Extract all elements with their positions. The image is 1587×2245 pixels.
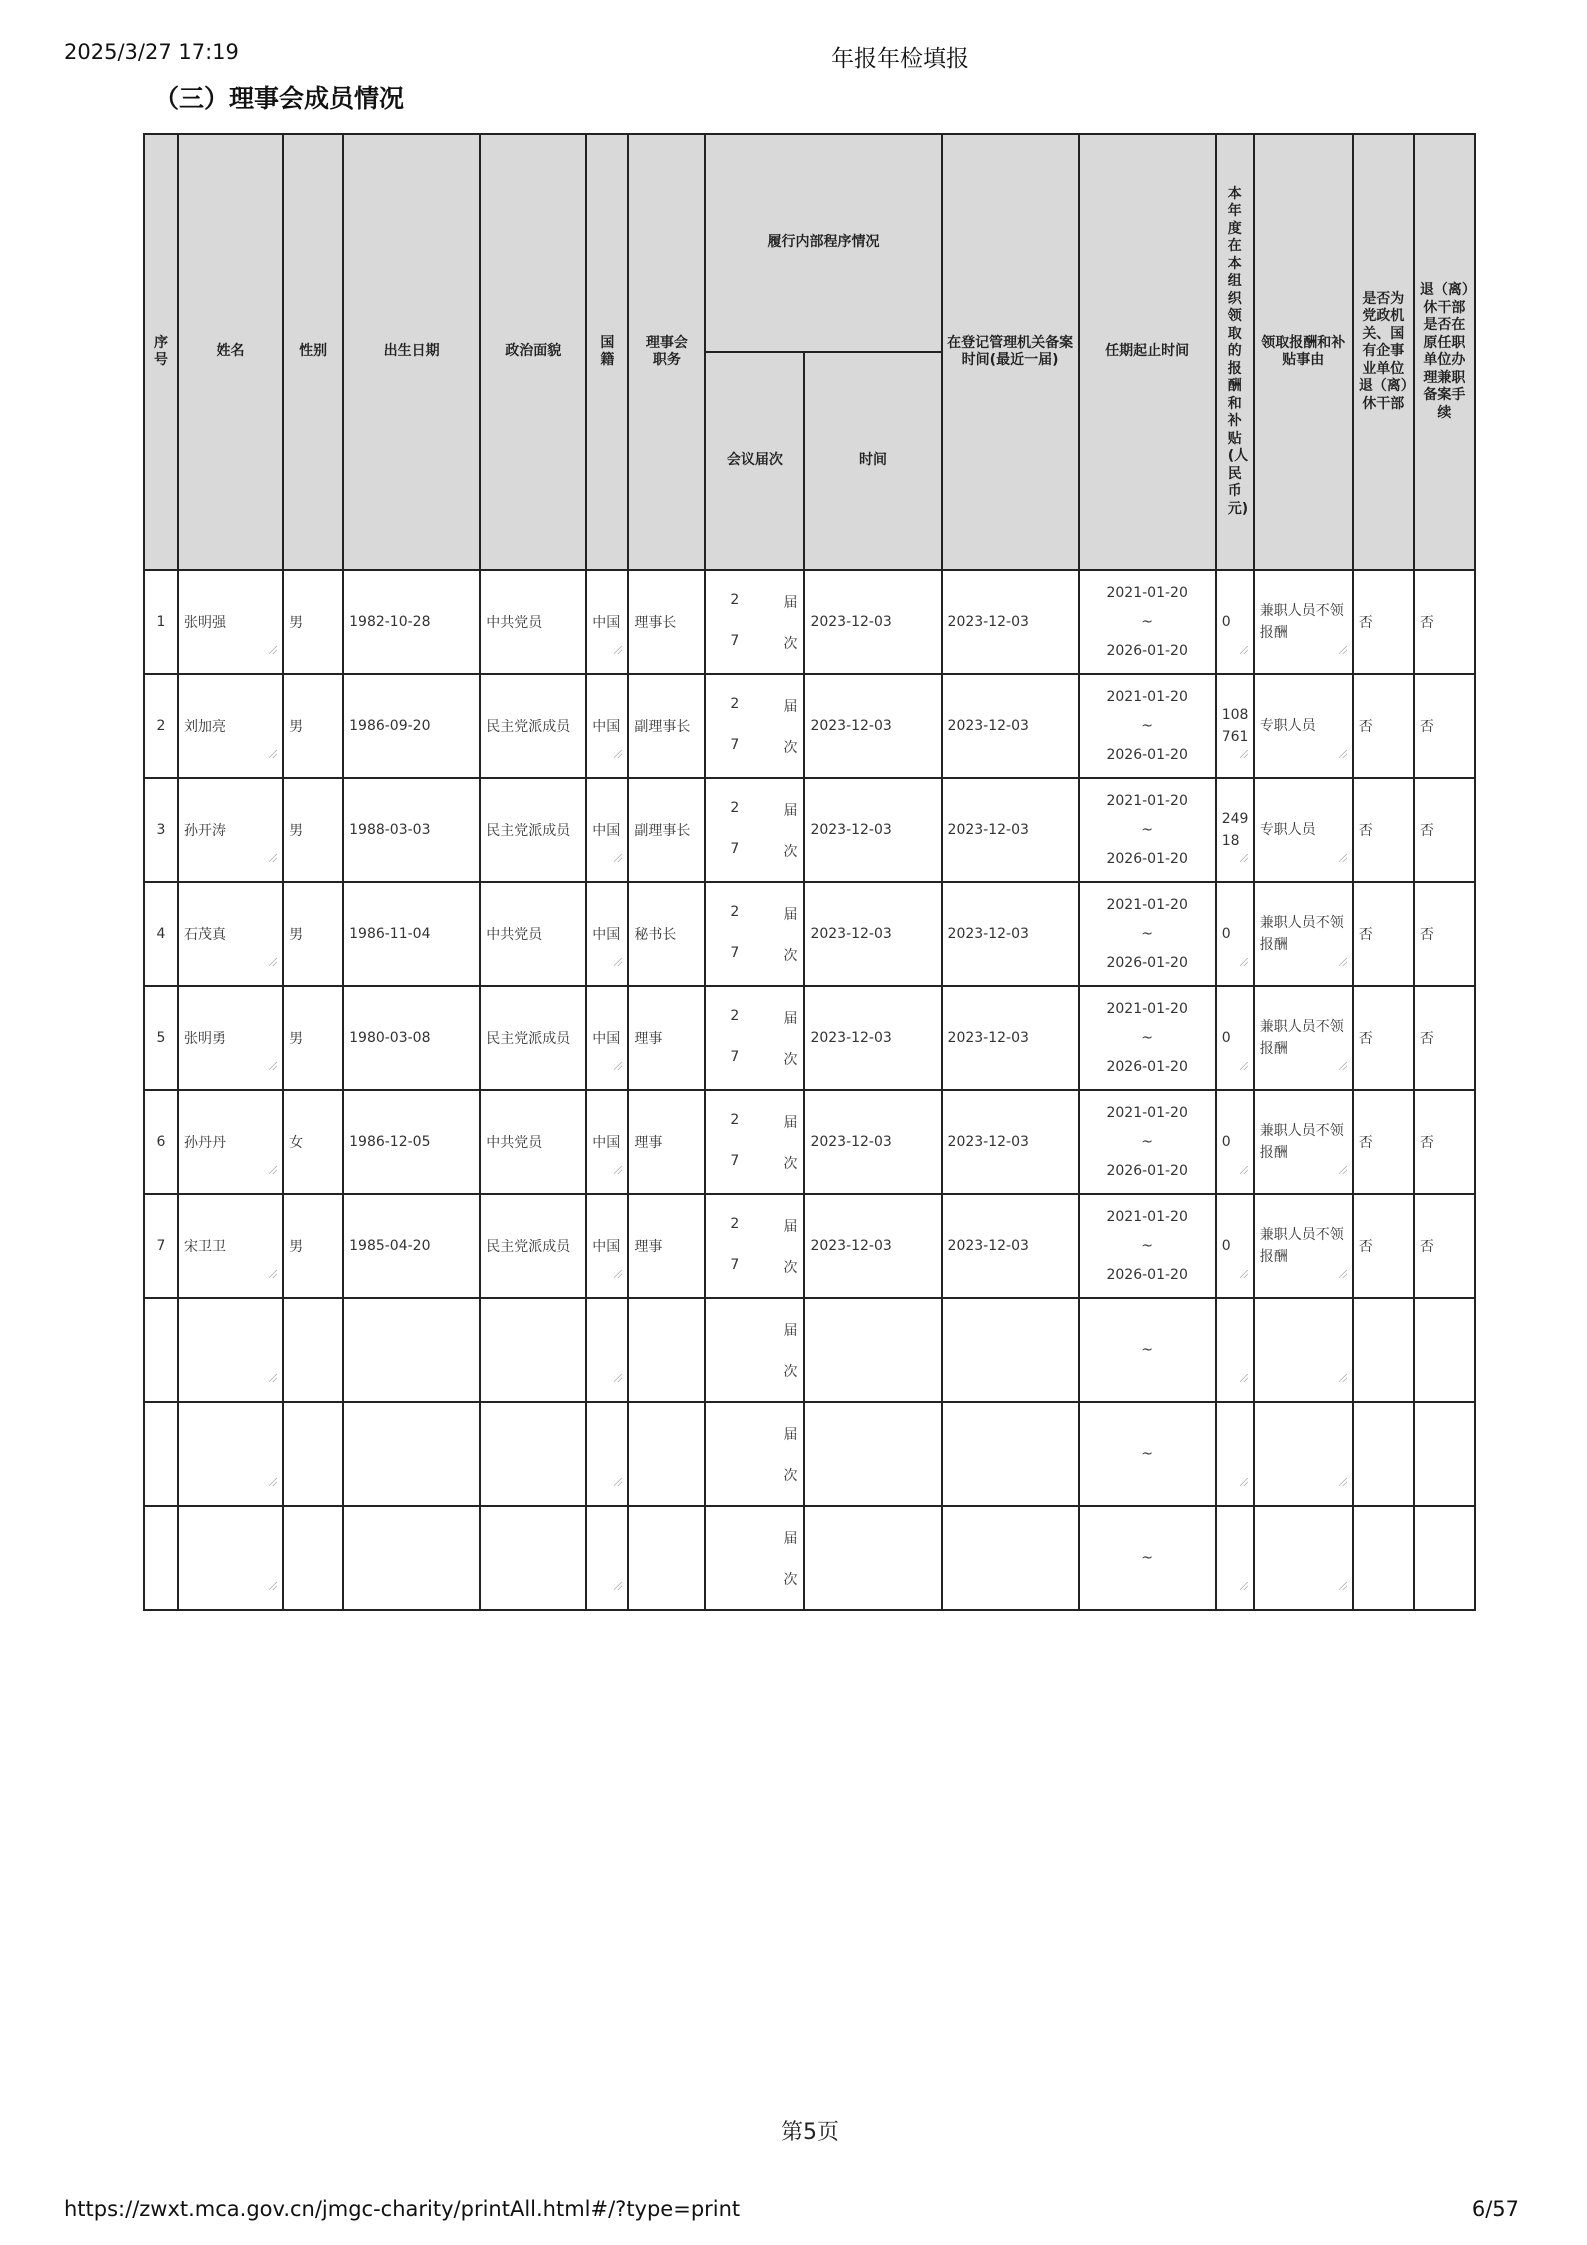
session-ci-label: 次 — [783, 1467, 798, 1484]
term-separator: ~ — [1141, 613, 1154, 630]
term-end: 2026-01-20 — [1106, 1058, 1188, 1075]
cell-political: 中共党员 — [480, 1090, 586, 1194]
cell-position: 理事 — [628, 986, 705, 1090]
cell-name[interactable]: 刘加亮 — [178, 674, 283, 778]
session-ci-label: 次 — [783, 1051, 798, 1068]
reason-value: 专职人员 — [1259, 717, 1316, 734]
cell-session — [705, 882, 804, 986]
term-separator: ~ — [1141, 1237, 1154, 1254]
cell-birth: 1986-11-04 — [343, 882, 480, 986]
cell-name[interactable]: 石茂真 — [178, 882, 283, 986]
cell-nationality[interactable]: 中国 — [586, 986, 628, 1090]
session-number: 2 — [730, 591, 740, 608]
session-number: 2 — [730, 1215, 740, 1232]
cell-reason[interactable] — [1254, 882, 1353, 986]
term-start: 2021-01-20 — [1106, 1105, 1188, 1122]
cell-political — [480, 1402, 586, 1506]
cell-political: 民主党派成员 — [480, 986, 586, 1090]
session-ci-label: 次 — [783, 843, 798, 860]
table-row — [144, 674, 1475, 778]
cell-filing: 2023-12-03 — [942, 1090, 1079, 1194]
cell-reason[interactable] — [1254, 1506, 1353, 1610]
term-separator: ~ — [1141, 821, 1154, 838]
cell-term — [1079, 986, 1216, 1090]
cell-reason[interactable] — [1254, 674, 1353, 778]
cell-reason[interactable] — [1254, 1402, 1353, 1506]
term-separator: ~ — [1141, 1549, 1154, 1566]
cell-position: 理事 — [628, 1194, 705, 1298]
pay-value: 0 — [1221, 1237, 1231, 1254]
table-row — [144, 986, 1475, 1090]
cell-reason[interactable] — [1254, 1298, 1353, 1402]
footer-page-count: 6/57 — [1471, 2197, 1519, 2221]
session-count: 7 — [730, 632, 740, 649]
term-end: 2026-01-20 — [1106, 1162, 1188, 1179]
cell-gender: 男 — [283, 986, 343, 1090]
cell-is-retired: 否 — [1353, 1194, 1414, 1298]
cell-reason[interactable] — [1254, 778, 1353, 882]
cell-time: 2023-12-03 — [804, 778, 941, 882]
cell-position — [628, 1402, 705, 1506]
session-ci-label: 次 — [783, 1363, 798, 1380]
reason-value: 兼职人员不领报酬 — [1259, 1226, 1344, 1265]
cell-nationality[interactable] — [586, 1402, 628, 1506]
session-count: 7 — [730, 1048, 740, 1065]
pay-value: 0 — [1221, 1029, 1231, 1046]
cell-session — [705, 570, 804, 674]
session-ci-label: 次 — [783, 1155, 798, 1172]
cell-time: 2023-12-03 — [804, 1194, 941, 1298]
session-count: 7 — [730, 944, 740, 961]
cell-retired-filing: 否 — [1414, 1090, 1475, 1194]
cell-birth — [343, 1506, 480, 1610]
col-header-reason: 领取报酬和补贴事由 — [1254, 134, 1353, 570]
cell-gender: 男 — [283, 778, 343, 882]
cell-seq — [144, 1402, 178, 1506]
cell-pay[interactable] — [1216, 1402, 1254, 1506]
cell-name[interactable]: 孙丹丹 — [178, 1090, 283, 1194]
term-end: 2026-01-20 — [1106, 1266, 1188, 1283]
cell-session — [705, 1402, 804, 1506]
col-header-seq: 序号 — [144, 134, 178, 570]
session-jie-label: 届 — [783, 1114, 798, 1131]
cell-nationality[interactable]: 中国 — [586, 1194, 628, 1298]
session-number: 2 — [730, 1007, 740, 1024]
cell-time: 2023-12-03 — [804, 1090, 941, 1194]
cell-nationality[interactable]: 中国 — [586, 882, 628, 986]
session-ci-label: 次 — [783, 1259, 798, 1276]
page-number: 第5页 — [781, 2120, 839, 2145]
col-header-name: 姓名 — [178, 134, 283, 570]
cell-position: 理事 — [628, 1090, 705, 1194]
col-header-procedure: 履行内部程序情况 — [705, 134, 941, 352]
term-end: 2026-01-20 — [1106, 642, 1188, 659]
cell-seq: 3 — [144, 778, 178, 882]
cell-political: 民主党派成员 — [480, 1194, 586, 1298]
term-start: 2021-01-20 — [1106, 1001, 1188, 1018]
cell-reason[interactable] — [1254, 570, 1353, 674]
cell-pay[interactable] — [1216, 1194, 1254, 1298]
session-jie-label: 届 — [783, 802, 798, 819]
cell-is-retired: 否 — [1353, 674, 1414, 778]
cell-name[interactable]: 宋卫卫 — [178, 1194, 283, 1298]
cell-nationality[interactable]: 中国 — [586, 1090, 628, 1194]
cell-retired-filing: 否 — [1414, 1194, 1475, 1298]
cell-time — [804, 1506, 941, 1610]
col-header-gender: 性别 — [283, 134, 343, 570]
cell-retired-filing: 否 — [1414, 570, 1475, 674]
cell-pay[interactable] — [1216, 778, 1254, 882]
cell-filing: 2023-12-03 — [942, 882, 1079, 986]
cell-term — [1079, 570, 1216, 674]
table-row — [144, 1298, 1475, 1402]
board-members-table — [143, 133, 1476, 1611]
cell-term — [1079, 778, 1216, 882]
cell-session — [705, 674, 804, 778]
col-header-time: 时间 — [804, 352, 941, 570]
cell-political: 中共党员 — [480, 570, 586, 674]
session-jie-label: 届 — [783, 1426, 798, 1443]
cell-birth: 1982-10-28 — [343, 570, 480, 674]
cell-time — [804, 1402, 941, 1506]
reason-value: 兼职人员不领报酬 — [1259, 1018, 1344, 1057]
cell-retired-filing: 否 — [1414, 882, 1475, 986]
term-start: 2021-01-20 — [1106, 689, 1188, 706]
session-count: 7 — [730, 736, 740, 753]
cell-pay[interactable] — [1216, 986, 1254, 1090]
cell-term — [1079, 1402, 1216, 1506]
term-separator: ~ — [1141, 1133, 1154, 1150]
cell-time: 2023-12-03 — [804, 986, 941, 1090]
cell-nationality[interactable] — [586, 1506, 628, 1610]
cell-session — [705, 986, 804, 1090]
section-title: （三）理事会成员情况 — [154, 84, 405, 113]
cell-is-retired: 否 — [1353, 570, 1414, 674]
reason-value: 兼职人员不领报酬 — [1259, 914, 1344, 953]
table-row — [144, 1402, 1475, 1506]
term-start: 2021-01-20 — [1106, 897, 1188, 914]
col-header-is-retired: 是否为党政机关、国有企事业单位退（离）休干部 — [1353, 134, 1414, 570]
cell-time — [804, 1298, 941, 1402]
cell-filing — [942, 1506, 1079, 1610]
cell-gender: 男 — [283, 882, 343, 986]
session-ci-label: 次 — [783, 947, 798, 964]
cell-name[interactable] — [178, 1298, 283, 1402]
cell-retired-filing — [1414, 1506, 1475, 1610]
cell-session — [705, 778, 804, 882]
cell-position — [628, 1298, 705, 1402]
cell-pay[interactable] — [1216, 674, 1254, 778]
cell-filing: 2023-12-03 — [942, 1194, 1079, 1298]
session-jie-label: 届 — [783, 906, 798, 923]
cell-name[interactable]: 孙开涛 — [178, 778, 283, 882]
cell-seq: 2 — [144, 674, 178, 778]
reason-value: 兼职人员不领报酬 — [1259, 1122, 1344, 1161]
cell-name[interactable] — [178, 1506, 283, 1610]
cell-birth: 1980-03-08 — [343, 986, 480, 1090]
col-header-nationality: 国籍 — [586, 134, 628, 570]
cell-nationality[interactable] — [586, 1298, 628, 1402]
session-jie-label: 届 — [783, 1218, 798, 1235]
session-count: 7 — [730, 840, 740, 857]
cell-retired-filing: 否 — [1414, 778, 1475, 882]
cell-is-retired — [1353, 1298, 1414, 1402]
cell-birth: 1986-12-05 — [343, 1090, 480, 1194]
cell-gender — [283, 1506, 343, 1610]
table-row — [144, 778, 1475, 882]
cell-reason[interactable] — [1254, 1194, 1353, 1298]
cell-birth — [343, 1298, 480, 1402]
session-number: 2 — [730, 903, 740, 920]
cell-session — [705, 1090, 804, 1194]
col-header-filing: 在登记管理机关备案时间(最近一届) — [942, 134, 1079, 570]
cell-nationality[interactable]: 中国 — [586, 778, 628, 882]
cell-session — [705, 1298, 804, 1402]
session-number: 2 — [730, 1111, 740, 1128]
session-jie-label: 届 — [783, 1530, 798, 1547]
cell-is-retired: 否 — [1353, 778, 1414, 882]
term-separator: ~ — [1141, 717, 1154, 734]
col-header-session: 会议届次 — [705, 352, 804, 570]
page-header-title: 年报年检填报 — [831, 46, 969, 72]
cell-gender — [283, 1402, 343, 1506]
col-header-retired-filing: 退（离）休干部是否在原任职单位办理兼职备案手续 — [1414, 134, 1475, 570]
cell-name[interactable]: 张明强 — [178, 570, 283, 674]
cell-seq — [144, 1298, 178, 1402]
term-end: 2026-01-20 — [1106, 850, 1188, 867]
cell-filing: 2023-12-03 — [942, 986, 1079, 1090]
cell-pay[interactable] — [1216, 882, 1254, 986]
session-ci-label: 次 — [783, 739, 798, 756]
term-separator: ~ — [1141, 1029, 1154, 1046]
cell-pay[interactable] — [1216, 1298, 1254, 1402]
col-header-term: 任期起止时间 — [1079, 134, 1216, 570]
cell-time: 2023-12-03 — [804, 882, 941, 986]
cell-pay[interactable] — [1216, 1506, 1254, 1610]
cell-political: 中共党员 — [480, 882, 586, 986]
cell-nationality[interactable]: 中国 — [586, 570, 628, 674]
session-ci-label: 次 — [783, 635, 798, 652]
session-jie-label: 届 — [783, 698, 798, 715]
pay-value: 108761 — [1221, 706, 1249, 745]
cell-name[interactable] — [178, 1402, 283, 1506]
cell-position: 秘书长 — [628, 882, 705, 986]
cell-session — [705, 1506, 804, 1610]
cell-term — [1079, 674, 1216, 778]
term-separator: ~ — [1141, 1341, 1154, 1358]
cell-birth: 1986-09-20 — [343, 674, 480, 778]
session-number: 2 — [730, 695, 740, 712]
cell-time: 2023-12-03 — [804, 570, 941, 674]
table-row — [144, 1194, 1475, 1298]
cell-gender: 男 — [283, 1194, 343, 1298]
cell-retired-filing — [1414, 1298, 1475, 1402]
session-jie-label: 届 — [783, 1322, 798, 1339]
cell-political — [480, 1506, 586, 1610]
cell-filing — [942, 1298, 1079, 1402]
cell-political: 民主党派成员 — [480, 674, 586, 778]
cell-seq: 7 — [144, 1194, 178, 1298]
cell-position — [628, 1506, 705, 1610]
cell-pay[interactable] — [1216, 570, 1254, 674]
cell-term — [1079, 882, 1216, 986]
cell-gender: 男 — [283, 674, 343, 778]
cell-seq: 6 — [144, 1090, 178, 1194]
cell-position: 理事长 — [628, 570, 705, 674]
reason-value: 兼职人员不领报酬 — [1259, 602, 1344, 641]
cell-term — [1079, 1506, 1216, 1610]
term-separator: ~ — [1141, 1445, 1154, 1462]
cell-filing: 2023-12-03 — [942, 674, 1079, 778]
pay-value: 0 — [1221, 613, 1231, 630]
pay-value: 24918 — [1221, 810, 1249, 849]
term-start: 2021-01-20 — [1106, 1209, 1188, 1226]
session-ci-label: 次 — [783, 1571, 798, 1588]
term-end: 2026-01-20 — [1106, 746, 1188, 763]
cell-retired-filing: 否 — [1414, 674, 1475, 778]
term-start: 2021-01-20 — [1106, 585, 1188, 602]
cell-is-retired: 否 — [1353, 882, 1414, 986]
cell-term — [1079, 1194, 1216, 1298]
cell-political — [480, 1298, 586, 1402]
col-header-pay: 本年度在本组织领取的报酬和补贴(人民币元) — [1216, 134, 1254, 570]
term-end: 2026-01-20 — [1106, 954, 1188, 971]
cell-seq: 4 — [144, 882, 178, 986]
table-row — [144, 882, 1475, 986]
cell-filing: 2023-12-03 — [942, 570, 1079, 674]
session-number: 2 — [730, 799, 740, 816]
cell-political: 民主党派成员 — [480, 778, 586, 882]
cell-gender: 男 — [283, 570, 343, 674]
table-row — [144, 1090, 1475, 1194]
cell-birth: 1988-03-03 — [343, 778, 480, 882]
table-row — [144, 1506, 1475, 1610]
cell-session — [705, 1194, 804, 1298]
cell-filing: 2023-12-03 — [942, 778, 1079, 882]
cell-retired-filing — [1414, 1402, 1475, 1506]
cell-seq: 5 — [144, 986, 178, 1090]
cell-seq: 1 — [144, 570, 178, 674]
term-start: 2021-01-20 — [1106, 793, 1188, 810]
cell-nationality[interactable]: 中国 — [586, 674, 628, 778]
session-count: 7 — [730, 1152, 740, 1169]
pay-value: 0 — [1221, 1133, 1231, 1150]
cell-reason[interactable] — [1254, 986, 1353, 1090]
session-jie-label: 届 — [783, 594, 798, 611]
cell-term — [1079, 1298, 1216, 1402]
cell-is-retired — [1353, 1402, 1414, 1506]
cell-gender — [283, 1298, 343, 1402]
cell-position: 副理事长 — [628, 778, 705, 882]
session-jie-label: 届 — [783, 1010, 798, 1027]
cell-birth — [343, 1402, 480, 1506]
cell-name[interactable]: 张明勇 — [178, 986, 283, 1090]
cell-pay[interactable] — [1216, 1090, 1254, 1194]
print-datetime: 2025/3/27 17:19 — [64, 40, 239, 64]
cell-position: 副理事长 — [628, 674, 705, 778]
col-header-birth: 出生日期 — [343, 134, 480, 570]
cell-is-retired: 否 — [1353, 986, 1414, 1090]
cell-retired-filing: 否 — [1414, 986, 1475, 1090]
table-row — [144, 570, 1475, 674]
pay-value: 0 — [1221, 925, 1231, 942]
session-count: 7 — [730, 1256, 740, 1273]
cell-is-retired: 否 — [1353, 1090, 1414, 1194]
term-separator: ~ — [1141, 925, 1154, 942]
col-header-political: 政治面貌 — [480, 134, 586, 570]
col-header-position: 理事会职务 — [628, 134, 705, 570]
cell-gender: 女 — [283, 1090, 343, 1194]
reason-value: 专职人员 — [1259, 821, 1316, 838]
cell-seq — [144, 1506, 178, 1610]
cell-is-retired — [1353, 1506, 1414, 1610]
cell-term — [1079, 1090, 1216, 1194]
cell-reason[interactable] — [1254, 1090, 1353, 1194]
cell-birth: 1985-04-20 — [343, 1194, 480, 1298]
cell-time: 2023-12-03 — [804, 674, 941, 778]
cell-filing — [942, 1402, 1079, 1506]
footer-url: https://zwxt.mca.gov.cn/jmgc-charity/printAll.html#/?type=print — [64, 2197, 741, 2221]
